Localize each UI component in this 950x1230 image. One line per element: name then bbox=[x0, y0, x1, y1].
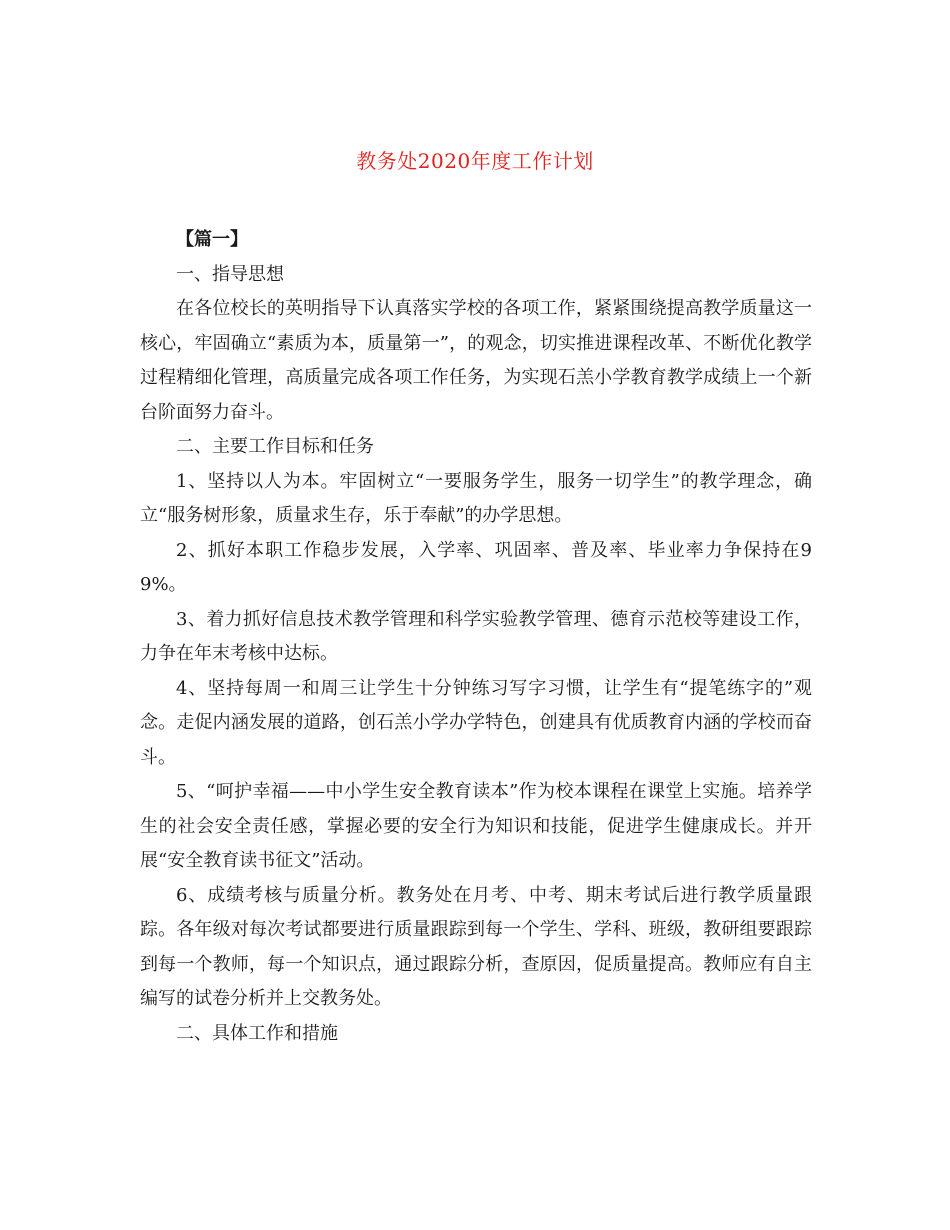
paragraph-item-4: 4、坚持每周一和周三让学生十分钟练习写字习惯，让学生有“提笔练字的”观念。走促内涵发展的道路，创石羔小学办学特色，创建具有优质教育内涵的学校而奋斗。 bbox=[140, 677, 812, 768]
document-body bbox=[140, 223, 812, 1051]
paragraph-guiding-ideology: 在各位校长的英明指导下认真落实学校的各项工作，紧紧围绕提高教学质量这一核心，牢固确立“素质为本，质量第一”，的观念，切实推进课程改革、不断优化教学过程精细化管理，高质量完成各项工作任务，为实现石羔小学教育教学成绩上一个新台阶面努力奋斗。 bbox=[140, 298, 812, 423]
heading-specific-measures: 二、具体工作和措施 bbox=[176, 1022, 338, 1044]
paragraph-item-1: 1、坚持以人为本。牢固树立“一要服务学生，服务一切学生”的教学理念，确立“服务树形象，质量求生存，乐于奉献”的办学思想。 bbox=[140, 470, 812, 526]
document-title: 教务处2020年度工作计划 bbox=[356, 149, 594, 173]
paragraph-item-3: 3、着力抓好信息技术教学管理和科学实验教学管理、德育示范校等建设工作，力争在年末考核中达标。 bbox=[140, 608, 812, 664]
paragraph-item-6: 6、成绩考核与质量分析。教务处在月考、中考、期末考试后进行教学质量跟踪。各年级对每次考试都要进行质量跟踪到每一个学生、学科、班级，教研组要跟踪到每一个教师，每一个知识点，通过跟踪分析，查原因，促质量提高。教师应有自主编写的试卷分析并上交教务处。 bbox=[140, 884, 812, 1009]
heading-guiding-ideology: 一、指导思想 bbox=[176, 263, 284, 285]
section-tag: 【篇一】 bbox=[176, 229, 248, 250]
heading-main-goals: 二、主要工作目标和任务 bbox=[176, 436, 374, 457]
paragraph-item-2: 2、抓好本职工作稳步发展，入学率、巩固率、普及率、毕业率力争保持在99%。 bbox=[140, 539, 812, 595]
paragraph-item-5: 5、“呵护幸福——中小学生安全教育读本”作为校本课程在课堂上实施。培养学生的社会安全责任感，掌握必要的安全行为知识和技能，促进学生健康成长。并开展“安全教育读书征文”活动。 bbox=[140, 781, 812, 871]
